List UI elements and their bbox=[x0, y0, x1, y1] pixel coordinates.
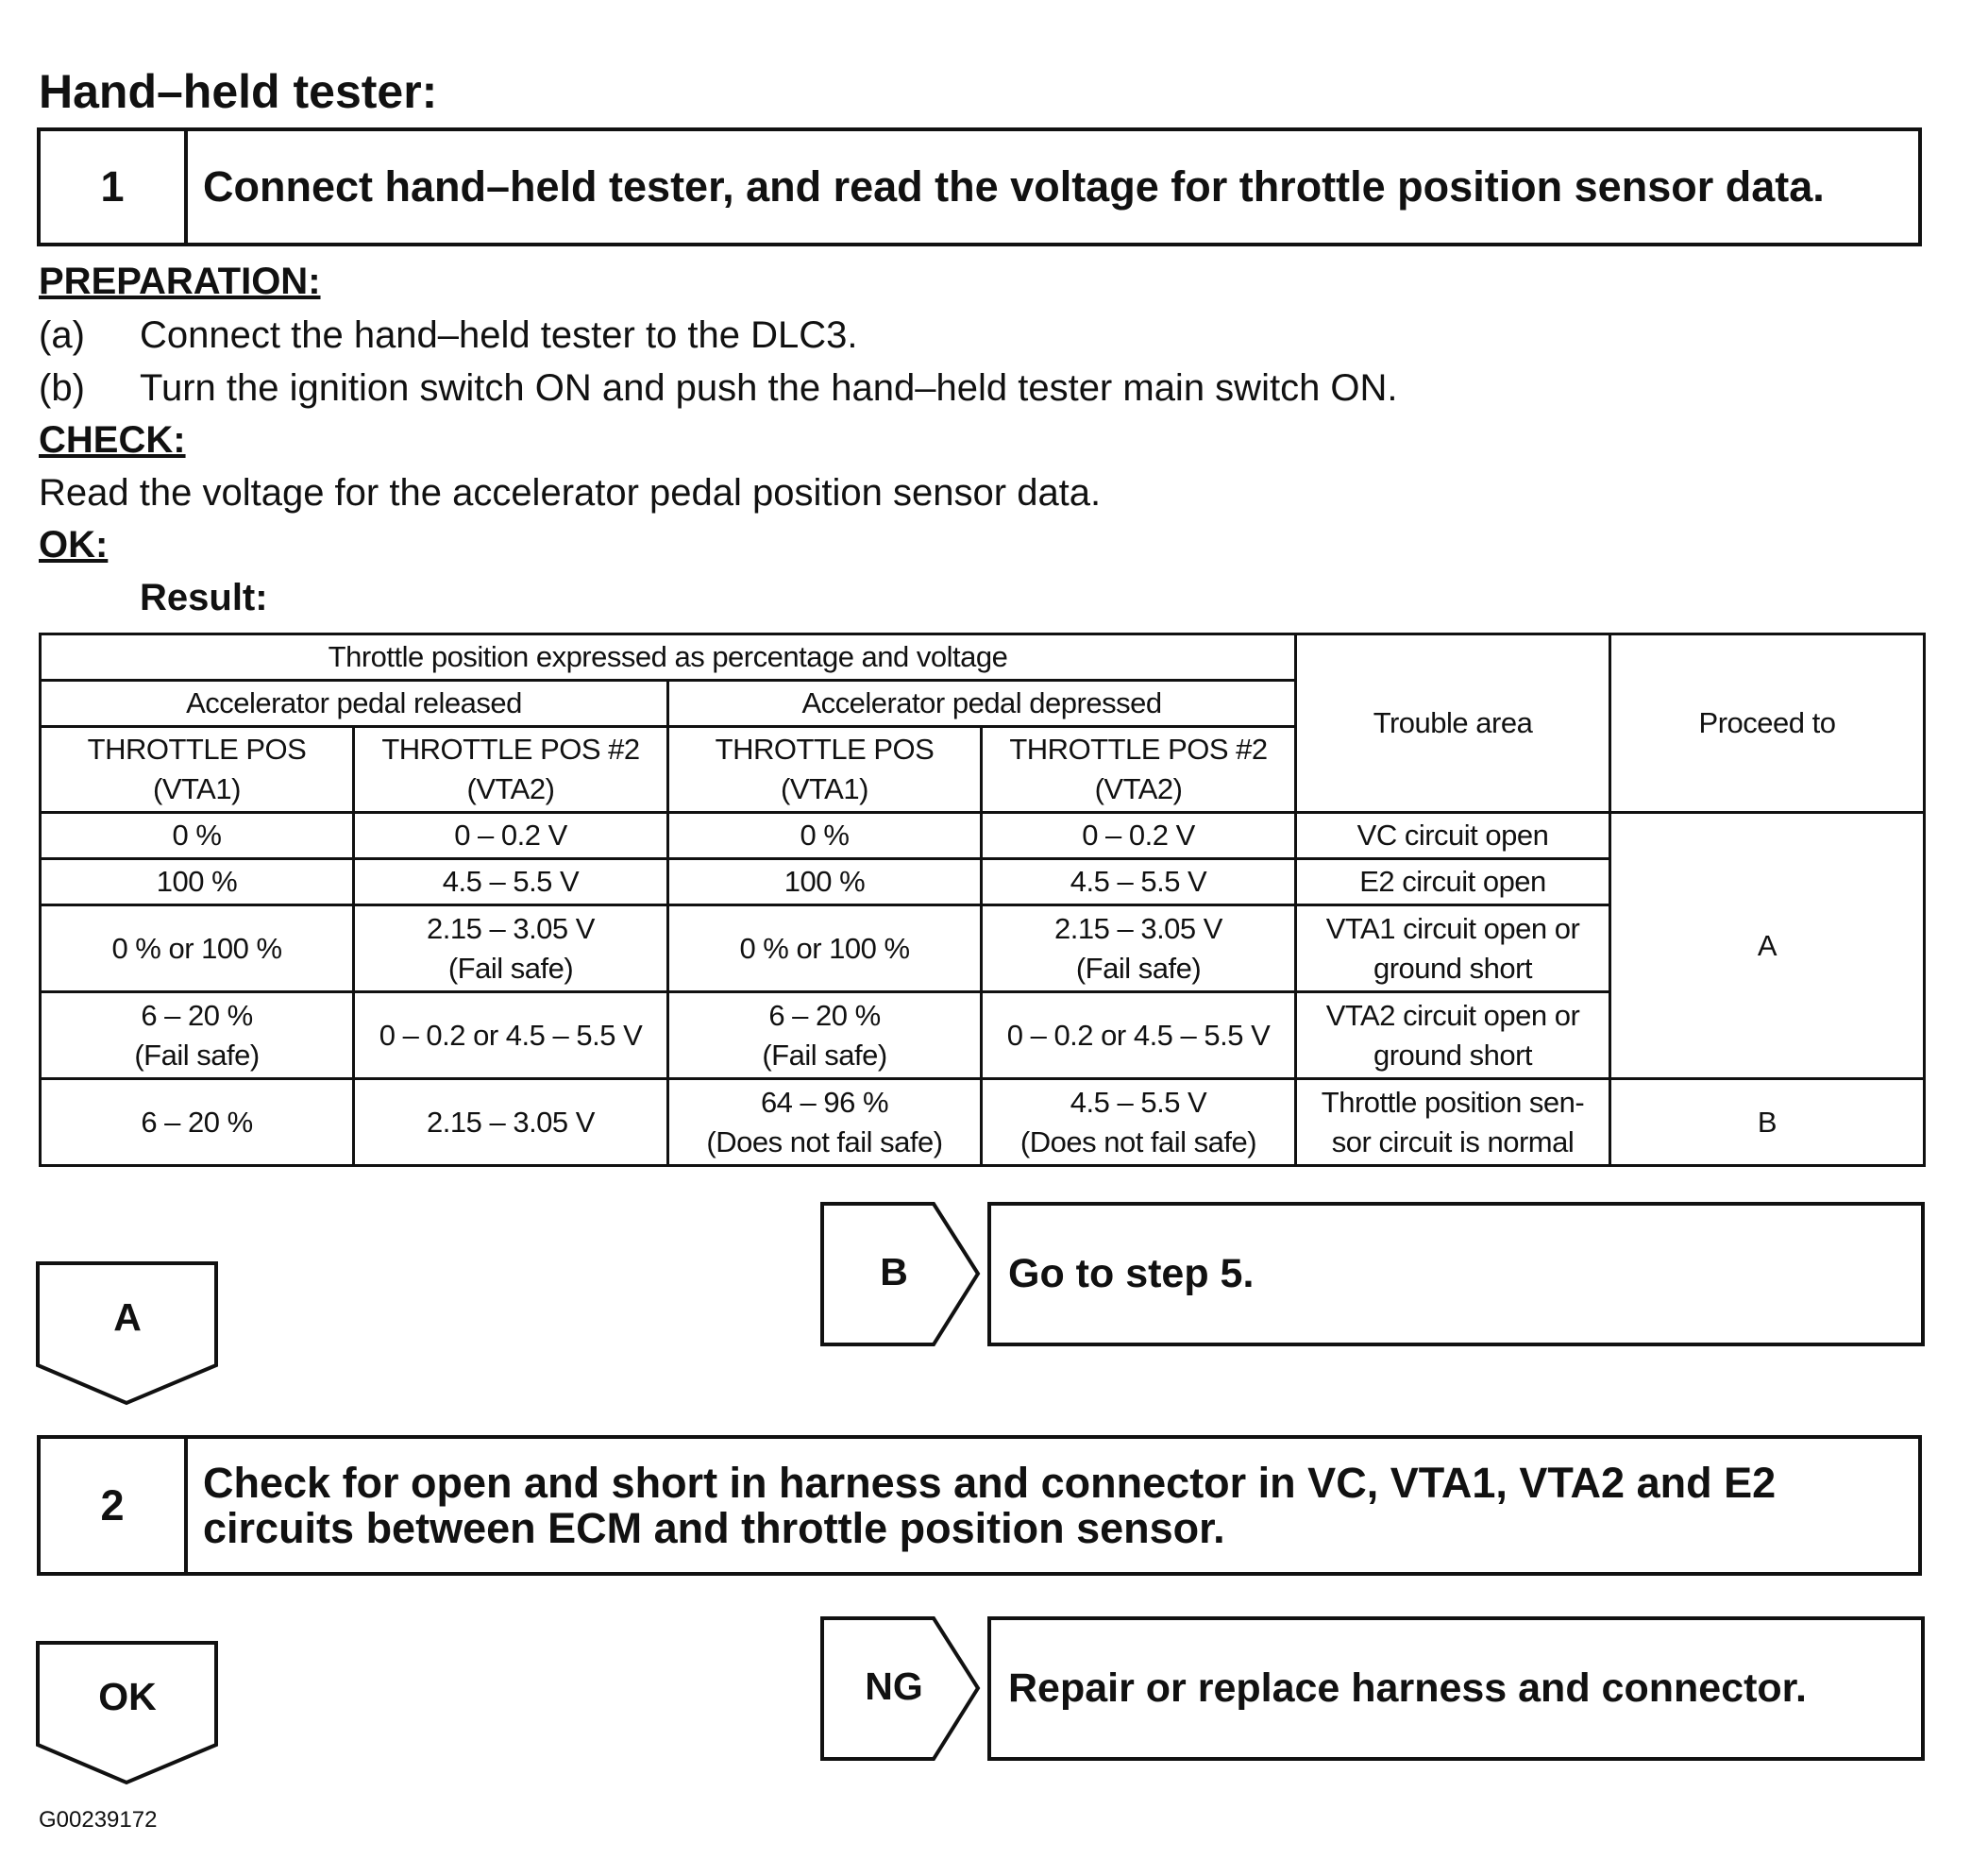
cell-line: Throttle position sen- bbox=[1321, 1085, 1585, 1119]
column-header-line: THROTTLE POS bbox=[87, 733, 307, 766]
cell-line: (Does not fail safe) bbox=[1019, 1124, 1257, 1158]
step-2-box bbox=[37, 1435, 1922, 1576]
table-cell bbox=[41, 859, 354, 905]
cell-line: VTA1 circuit open or bbox=[1325, 911, 1580, 945]
table-cell bbox=[668, 905, 982, 992]
column-header bbox=[41, 727, 354, 813]
table-cell bbox=[354, 992, 668, 1079]
cell-line: 2.15 – 3.05 V bbox=[427, 1105, 595, 1139]
table-cell bbox=[354, 905, 668, 992]
released-header: Accelerator pedal released bbox=[41, 681, 668, 727]
cell-line: 4.5 – 5.5 V bbox=[1070, 1085, 1207, 1119]
page-title: Hand–held tester: bbox=[39, 65, 438, 118]
cell-line: 0 – 0.2 V bbox=[1082, 819, 1195, 852]
cell-line: 100 % bbox=[783, 865, 866, 898]
prep-item-a-text: Connect the hand–held tester to the DLC3. bbox=[140, 314, 858, 356]
prep-item-a-label: (a) bbox=[39, 314, 85, 356]
go-to-step-5-box: Go to step 5. bbox=[987, 1202, 1925, 1346]
step-1-number: 1 bbox=[41, 131, 188, 243]
prep-item-b-text: Turn the ignition switch ON and push the hand–held tester main switch ON. bbox=[140, 367, 1398, 409]
cell-line: VC circuit open bbox=[1356, 819, 1549, 852]
cell-line: 100 % bbox=[156, 865, 238, 898]
column-header-line: THROTTLE POS #2 bbox=[1009, 733, 1268, 766]
table-row bbox=[41, 813, 1925, 859]
column-header-line: (VTA1) bbox=[153, 772, 241, 805]
cell-line: ground short bbox=[1373, 951, 1533, 985]
cell-line: 6 – 20 % bbox=[141, 1105, 253, 1139]
proceed-b-cell: B bbox=[1610, 1079, 1925, 1166]
prep-item-b-label: (b) bbox=[39, 367, 85, 409]
cell-line: 64 – 96 % bbox=[760, 1085, 889, 1119]
check-text: Read the voltage for the accelerator pedal position sensor data. bbox=[39, 472, 1102, 514]
step-1-box bbox=[37, 127, 1922, 246]
cell-line: sor circuit is normal bbox=[1331, 1124, 1575, 1158]
preparation-heading: PREPARATION: bbox=[39, 261, 321, 302]
ok-heading: OK: bbox=[39, 524, 109, 566]
table-cell bbox=[354, 1079, 668, 1166]
cell-line: 0 % bbox=[172, 819, 222, 852]
cell-line: (Fail safe) bbox=[134, 1038, 260, 1072]
right-arrow-b-label: B bbox=[880, 1250, 908, 1293]
cell-line: 0 – 0.2 or 4.5 – 5.5 V bbox=[379, 1018, 643, 1052]
table-cell bbox=[41, 1079, 354, 1166]
cell-line: 0 % bbox=[800, 819, 850, 852]
cell-line: ground short bbox=[1373, 1038, 1533, 1072]
step-2-text bbox=[188, 1439, 1918, 1572]
cell-line: 0 – 0.2 or 4.5 – 5.5 V bbox=[1006, 1018, 1271, 1052]
cell-line: 4.5 – 5.5 V bbox=[1070, 865, 1207, 898]
table-cell bbox=[668, 1079, 982, 1166]
trouble-area-cell bbox=[1296, 813, 1610, 859]
cell-line: VTA2 circuit open or bbox=[1325, 998, 1580, 1032]
column-header-line: (VTA2) bbox=[1094, 772, 1183, 805]
group-header-cell: Throttle position expressed as percentage and voltage bbox=[41, 634, 1296, 681]
repair-harness-box: Repair or replace harness and connector. bbox=[987, 1616, 1925, 1761]
trouble-area-cell bbox=[1296, 905, 1610, 992]
table-cell bbox=[41, 905, 354, 992]
down-arrow-ok-label: OK bbox=[98, 1675, 157, 1718]
result-label: Result: bbox=[140, 577, 268, 618]
depressed-header: Accelerator pedal depressed bbox=[668, 681, 1296, 727]
cell-line: (Fail safe) bbox=[762, 1038, 887, 1072]
table-cell bbox=[982, 813, 1296, 859]
cell-line: E2 circuit open bbox=[1359, 865, 1546, 898]
step-2-text-line: circuits between ECM and throttle position sensor. bbox=[203, 1503, 1225, 1552]
cell-line: 4.5 – 5.5 V bbox=[442, 865, 580, 898]
table-cell bbox=[41, 992, 354, 1079]
table-row bbox=[41, 1079, 1925, 1166]
trouble-area-cell bbox=[1296, 992, 1610, 1079]
table-cell bbox=[982, 1079, 1296, 1166]
proceed-a-cell: A bbox=[1610, 813, 1925, 1079]
column-header-line: THROTTLE POS #2 bbox=[381, 733, 640, 766]
step-2-number: 2 bbox=[41, 1439, 188, 1572]
column-header-line: THROTTLE POS bbox=[715, 733, 935, 766]
figure-code: G00239172 bbox=[39, 1807, 158, 1833]
column-header bbox=[354, 727, 668, 813]
down-arrow-a-label: A bbox=[113, 1295, 142, 1339]
trouble-area-cell bbox=[1296, 859, 1610, 905]
trouble-area-cell bbox=[1296, 1079, 1610, 1166]
cell-line: (Fail safe) bbox=[1075, 951, 1202, 985]
table-cell bbox=[354, 813, 668, 859]
cell-line: 0 – 0.2 V bbox=[454, 819, 567, 852]
column-header bbox=[982, 727, 1296, 813]
column-header bbox=[668, 727, 982, 813]
table-cell bbox=[982, 992, 1296, 1079]
column-header-line: (VTA2) bbox=[466, 772, 555, 805]
table-cell bbox=[354, 859, 668, 905]
step-2-text-line: Check for open and short in harness and connector in VC, VTA1, VTA2 and E2 bbox=[203, 1458, 1777, 1507]
trouble-area-header: Trouble area bbox=[1296, 634, 1610, 813]
cell-line: 2.15 – 3.05 V bbox=[427, 911, 595, 945]
table-cell bbox=[668, 813, 982, 859]
result-table bbox=[39, 633, 1926, 1167]
table-cell bbox=[41, 813, 354, 859]
cell-line: 0 % or 100 % bbox=[739, 931, 910, 965]
step-1-text: Connect hand–held tester, and read the voltage for throttle position sensor data. bbox=[203, 162, 1825, 211]
column-header-line: (VTA1) bbox=[781, 772, 868, 805]
right-arrow-ng-label: NG bbox=[865, 1665, 923, 1708]
table-cell bbox=[668, 859, 982, 905]
table-cell bbox=[982, 859, 1296, 905]
table-cell bbox=[982, 905, 1296, 992]
cell-line: (Fail safe) bbox=[447, 951, 574, 985]
cell-line: 0 % or 100 % bbox=[111, 931, 282, 965]
cell-line: (Does not fail safe) bbox=[706, 1124, 943, 1158]
proceed-to-header: Proceed to bbox=[1610, 634, 1925, 813]
check-heading: CHECK: bbox=[39, 419, 186, 461]
cell-line: 6 – 20 % bbox=[768, 998, 881, 1032]
table-cell bbox=[668, 992, 982, 1079]
cell-line: 2.15 – 3.05 V bbox=[1054, 911, 1222, 945]
cell-line: 6 – 20 % bbox=[141, 998, 253, 1032]
